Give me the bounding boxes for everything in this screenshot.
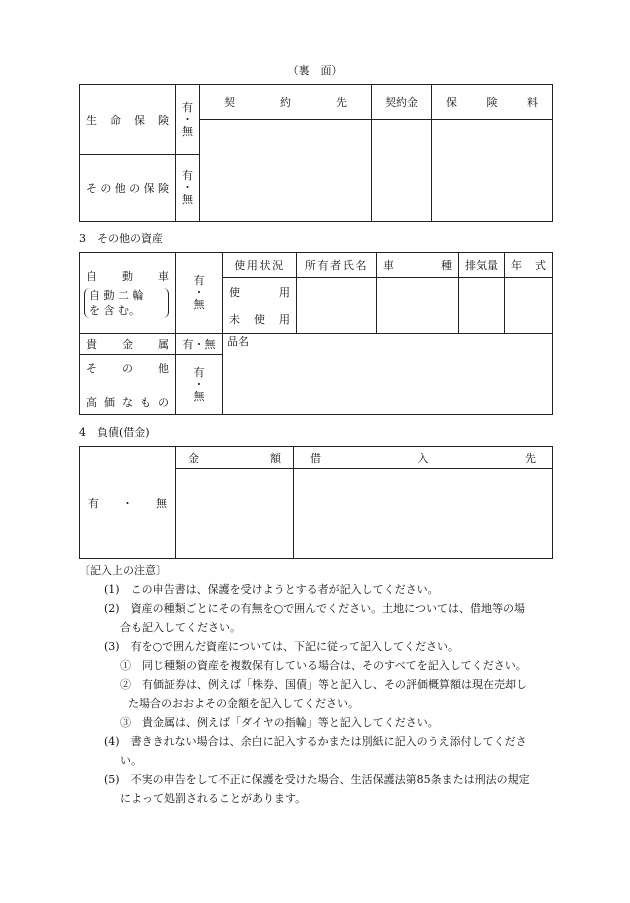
insurance-table: [79, 84, 553, 222]
yes-no-char: ・: [193, 377, 205, 391]
premium-header-char: 険: [486, 96, 498, 109]
other-valuables-label-char: も: [140, 395, 151, 409]
yes-no-char: ・: [193, 286, 205, 299]
yes-no-char: 無: [182, 124, 193, 138]
vehicle-sub-label-2: を 含 む。: [89, 304, 140, 317]
debt-yes-no-char: ・: [122, 496, 133, 510]
usage-in-use[interactable]: [223, 278, 297, 306]
contract-party-header-char: 契: [224, 96, 235, 109]
year-cell[interactable]: [505, 278, 553, 334]
model-header-char: 車: [383, 259, 394, 272]
life-insurance-label-char: 生: [86, 113, 97, 127]
item-name-label: 品名: [227, 335, 249, 348]
life-insurance-label: [80, 85, 176, 155]
model-cell[interactable]: [377, 278, 459, 334]
precious-metal-label-char: 貴: [86, 338, 97, 351]
note-line: (5) 不実の申告をして不正に保護を受けた場合、生活保護法第85条または刑法の規定: [104, 773, 530, 786]
life-yes-no[interactable]: [176, 85, 200, 155]
other-insurance-label-char: の: [129, 182, 141, 195]
premium-header: [432, 85, 553, 120]
year-header-char: 式: [535, 259, 546, 272]
yes-no-char: 有: [182, 100, 193, 114]
page-title: （裏 面）: [287, 64, 343, 77]
amount-cell[interactable]: [176, 469, 294, 559]
owner-cell[interactable]: [297, 278, 377, 334]
other-valuables-label-char: 価: [104, 395, 115, 409]
owner-header: 所有者氏名: [297, 253, 377, 278]
displacement-header: 排気量: [459, 253, 505, 278]
precious-metal-yes-no[interactable]: 有・無: [176, 334, 223, 355]
other-valuables-label-char: 高: [86, 395, 97, 409]
contract-party-cell[interactable]: [200, 120, 372, 222]
lender-header: [294, 447, 553, 469]
other-valuables-label-char: 他: [158, 361, 169, 375]
debt-yes-no-char: 有: [88, 496, 99, 510]
yes-no-char: 無: [193, 298, 205, 311]
model-header-char: 種: [441, 259, 452, 272]
other-yes-no[interactable]: [176, 155, 200, 222]
lender-cell[interactable]: [294, 469, 553, 559]
contract-party-header-char: 約: [280, 96, 291, 109]
usage-in-use-char: 用: [279, 285, 290, 299]
vehicle-label-char: 車: [158, 270, 169, 283]
vehicle-sub-label-1: 自 動 二 輪: [89, 289, 144, 302]
note-line: によって処罰されることがあります。: [120, 792, 307, 805]
vehicle-yes-no[interactable]: [176, 253, 223, 334]
usage-in-use-char: 使: [229, 285, 240, 299]
amount-header: [176, 447, 294, 469]
note-line: (2) 資産の種類ごとにその有無を○で囲んでください。土地については、借地等の場: [104, 602, 525, 615]
premium-header-char: 保: [446, 96, 457, 109]
other-insurance-label-char: 他: [114, 182, 126, 195]
life-insurance-label-char: 険: [158, 113, 169, 127]
yes-no-char: 無: [193, 389, 205, 403]
vehicle-label-char: 自: [86, 270, 97, 283]
lender-header-char: 入: [417, 451, 429, 465]
life-insurance-label-char: 命: [110, 113, 121, 127]
premium-cell[interactable]: [432, 120, 553, 222]
contract-party-header-char: 先: [336, 96, 347, 109]
amount-header-char: 額: [270, 451, 281, 465]
other-insurance-label-char: 保: [143, 182, 155, 195]
note-line: (1) この申告書は、保護を受けようとする者が記入してください。: [104, 583, 439, 596]
other-valuables-label-char: の: [158, 395, 169, 409]
lender-header-char: 借: [310, 451, 321, 465]
yes-no-char: ・: [182, 181, 193, 194]
note-line: ① 同じ種類の資産を複数保有している場合は、そのすべてを記入してください。: [120, 659, 527, 672]
debt-table: [79, 446, 553, 559]
other-valuables-yes-no[interactable]: [176, 355, 223, 415]
other-valuables-label: [80, 355, 176, 415]
notes-heading: 〔記入上の注意〕: [79, 564, 167, 577]
life-insurance-label-char: 保: [134, 113, 145, 127]
other-valuables-label-char: そ: [86, 361, 97, 375]
note-line: 合も記入してください。: [120, 621, 241, 634]
premium-header-char: 料: [527, 96, 538, 109]
other-insurance-label-char: そ: [86, 182, 97, 195]
yes-no-char: 有: [182, 169, 193, 182]
contract-amount-cell[interactable]: [372, 120, 432, 222]
yes-no-char: 有: [193, 365, 205, 379]
year-header: [505, 253, 553, 278]
usage-header: 使用状況: [223, 253, 297, 278]
yes-no-char: 有: [193, 274, 205, 287]
note-line: ② 有価証券は、例えば「株券、国債」等と記入し、その評価概算額は現在売却し: [120, 678, 527, 691]
debt-yes-no-char: 無: [156, 496, 167, 510]
vehicle-label: [80, 253, 176, 334]
usage-not-in-use[interactable]: [223, 306, 297, 334]
other-insurance-label-char: の: [100, 182, 112, 195]
other-assets-table: [79, 252, 553, 415]
yes-no-char: ・: [182, 112, 193, 126]
usage-not-in-use-char: 用: [279, 313, 290, 327]
usage-not-in-use-char: 未: [229, 313, 240, 327]
note-line: ③ 貴金属は、例えば「ダイヤの指輪」等と記入してください。: [120, 716, 439, 729]
section3-title: 3 その他の資産: [79, 232, 163, 245]
note-line: い。: [120, 754, 142, 767]
precious-metal-label: [80, 334, 176, 355]
item-name-cell[interactable]: [223, 334, 553, 415]
section4-title: 4 負債(借金): [79, 426, 150, 439]
amount-header-char: 金: [188, 451, 199, 465]
note-line: (3) 有を○で囲んだ資産については、下記に従って記入してください。: [104, 640, 459, 653]
displacement-cell[interactable]: [459, 278, 505, 334]
other-valuables-label-char: な: [122, 395, 133, 409]
lender-header-char: 先: [525, 451, 536, 465]
other-insurance-label-char: 険: [157, 182, 169, 195]
usage-not-in-use-char: 使: [254, 313, 265, 327]
yes-no-char: 無: [182, 193, 193, 206]
contract-party-header: [200, 85, 372, 120]
contract-amount-header: 契約金: [372, 85, 432, 120]
note-line: た場合のおおよその金額を記入してください。: [128, 697, 359, 710]
other-insurance-label: [80, 155, 176, 222]
precious-metal-label-char: 属: [158, 338, 169, 351]
precious-metal-label-char: 金: [122, 338, 133, 351]
model-header: [377, 253, 459, 278]
year-header-char: 年: [511, 259, 522, 272]
note-line: (4) 書ききれない場合は、余白に記入するかまたは別紙に記入のうえ添付してくださ: [104, 735, 527, 748]
vehicle-label-char: 動: [122, 270, 133, 283]
other-valuables-label-char: の: [122, 361, 133, 375]
debt-yes-no-label[interactable]: [80, 447, 176, 559]
